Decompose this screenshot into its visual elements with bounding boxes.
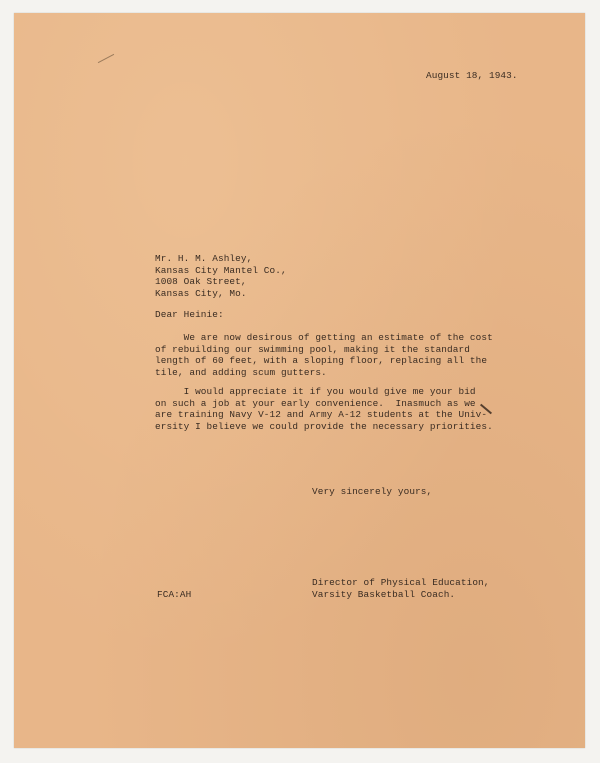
signature-line: Varsity Basketball Coach. [312, 588, 456, 600]
address-line: Kansas City, Mo. [155, 287, 247, 299]
recipient-address [155, 253, 287, 299]
salutation: Dear Heinie: [155, 309, 224, 320]
paragraph-line: of rebuilding our swimming pool, making it the standard [155, 343, 470, 355]
paragraph-line: length of 60 feet, with a sloping floor, replacing all the [155, 355, 488, 367]
letter-date: August 18, 1943. [426, 70, 518, 81]
address-line: Kansas City Mantel Co., [155, 264, 287, 276]
body-paragraph-1 [155, 332, 493, 378]
paragraph-line: on such a job at your early convenience. Inasmuch as we [155, 397, 476, 409]
paragraph-line: are training Navy V-12 and Army A-12 students at the Univ- [155, 409, 488, 421]
signature-block [312, 577, 490, 600]
address-line: Mr. H. M. Ashley, [155, 253, 253, 264]
closing: Very sincerely yours, [312, 486, 433, 497]
typist-initials: FCA:AH [157, 589, 192, 600]
paragraph-line: I would appreciate it if you would give me your bid [155, 386, 476, 397]
signature-line: Director of Physical Education, [312, 577, 490, 588]
letter-page [14, 13, 585, 748]
paragraph-line: tile, and adding scum gutters. [155, 366, 327, 378]
body-paragraph-2 [155, 386, 493, 432]
paragraph-line: ersity I believe we could provide the necessary priorities. [155, 420, 493, 432]
paragraph-line: We are now desirous of getting an estimate of the cost [155, 332, 493, 343]
address-line: 1008 Oak Street, [155, 276, 247, 288]
